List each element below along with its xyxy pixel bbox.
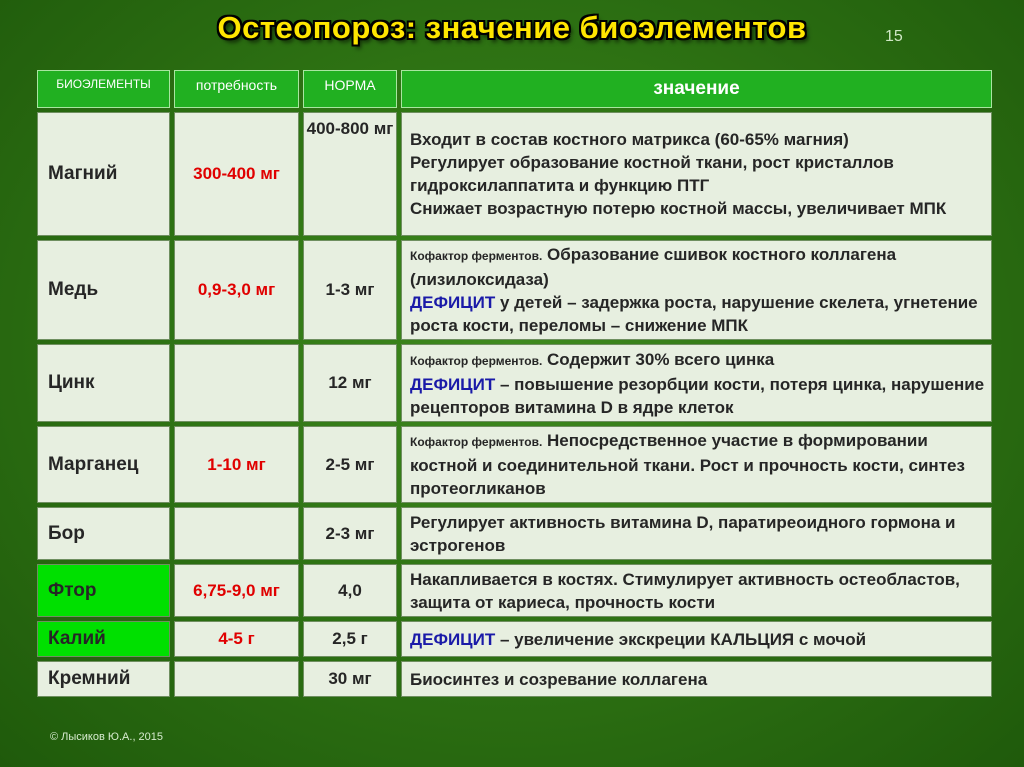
element-meaning	[401, 344, 992, 422]
element-meaning: Биосинтез и созревание коллагена	[401, 661, 992, 697]
element-norm: 4,0	[303, 564, 397, 617]
deficit-text: у детей – задержка роста, нарушение скелета, угнетение роста кости, переломы – снижение МПК	[410, 293, 978, 335]
element-meaning	[401, 621, 992, 657]
element-norm: 400-800 мг	[303, 112, 397, 236]
element-meaning	[401, 426, 992, 503]
bioelements-table	[33, 66, 996, 701]
header-norm: НОРМА	[303, 70, 397, 108]
page-number: 15	[885, 28, 903, 45]
header-meaning: значение	[401, 70, 992, 108]
meaning-line: Регулирует образование костной ткани, рост кристаллов гидроксилаппатита и функцию ПТГ	[410, 153, 894, 195]
cofactor-note: Кофактор ферментов.	[410, 435, 543, 449]
slide-title: Остеопороз: значение биоэлементов	[217, 10, 807, 45]
element-need: 4-5 г	[174, 621, 299, 657]
element-name: Медь	[37, 240, 170, 340]
deficit-label: ДЕФИЦИТ	[410, 374, 496, 394]
deficit-text: – повышение резорбции кости, потеря цинка, нарушение рецепторов витамина D в ядре клеток	[410, 374, 985, 417]
element-need	[174, 661, 299, 697]
element-norm: 2,5 г	[303, 621, 397, 657]
element-meaning: Регулирует активность витамина D, паратиреоидного гормона и эстрогенов	[401, 507, 992, 560]
table-row	[37, 661, 992, 697]
element-norm: 2-3 мг	[303, 507, 397, 560]
deficit-label: ДЕФИЦИТ	[410, 629, 496, 649]
table-row	[37, 621, 992, 657]
cofactor-note: Кофактор ферментов.	[410, 249, 543, 263]
element-meaning	[401, 112, 992, 236]
meaning-line: Снижает возрастную потерю костной массы, увеличивает МПК	[410, 199, 947, 218]
element-meaning: Накапливается в костях. Стимулирует активность остеобластов, защита от кариеса, прочность кости	[401, 564, 992, 617]
element-name: Фтор	[37, 564, 170, 617]
copyright-footer: © Лысиков Ю.А., 2015	[50, 731, 164, 743]
table-row	[37, 112, 992, 236]
deficit-text: – увеличение экскреции КАЛЬЦИЯ с мочой	[499, 629, 867, 649]
element-norm: 2-5 мг	[303, 426, 397, 503]
cofactor-note: Кофактор ферментов.	[410, 353, 543, 368]
element-need: 6,75-9,0 мг	[174, 564, 299, 617]
element-meaning	[401, 240, 992, 340]
element-need: 1-10 мг	[174, 426, 299, 503]
element-name: Цинк	[37, 344, 170, 422]
meaning-line: Входит в состав костного матрикса (60-65% магния)	[410, 130, 849, 149]
header-need: потребность	[174, 70, 299, 108]
table-row	[37, 426, 992, 503]
table-row	[37, 344, 992, 422]
table-row	[37, 507, 992, 560]
header-element: БИОЭЛЕМЕНТЫ	[37, 70, 170, 108]
element-name: Бор	[37, 507, 170, 560]
element-norm: 1-3 мг	[303, 240, 397, 340]
element-need	[174, 344, 299, 422]
element-name: Кремний	[37, 661, 170, 697]
element-name: Магний	[37, 112, 170, 236]
table-row	[37, 564, 992, 617]
element-need: 0,9-3,0 мг	[174, 240, 299, 340]
meaning-text: Содержит 30% всего цинка	[547, 349, 775, 369]
element-norm: 12 мг	[303, 344, 397, 422]
deficit-label: ДЕФИЦИТ	[410, 293, 496, 312]
element-need	[174, 507, 299, 560]
element-name: Марганец	[37, 426, 170, 503]
table-row	[37, 240, 992, 340]
meaning-text: Непосредственное участие в формировании костной и соединительной ткани. Рост и прочность кости, синтез протеогликанов	[410, 431, 965, 498]
meaning-text: Образование сшивок костного коллагена (лизилоксидаза)	[410, 245, 897, 289]
header-row	[37, 70, 992, 108]
element-norm: 30 мг	[303, 661, 397, 697]
element-need: 300-400 мг	[174, 112, 299, 236]
element-name: Калий	[37, 621, 170, 657]
